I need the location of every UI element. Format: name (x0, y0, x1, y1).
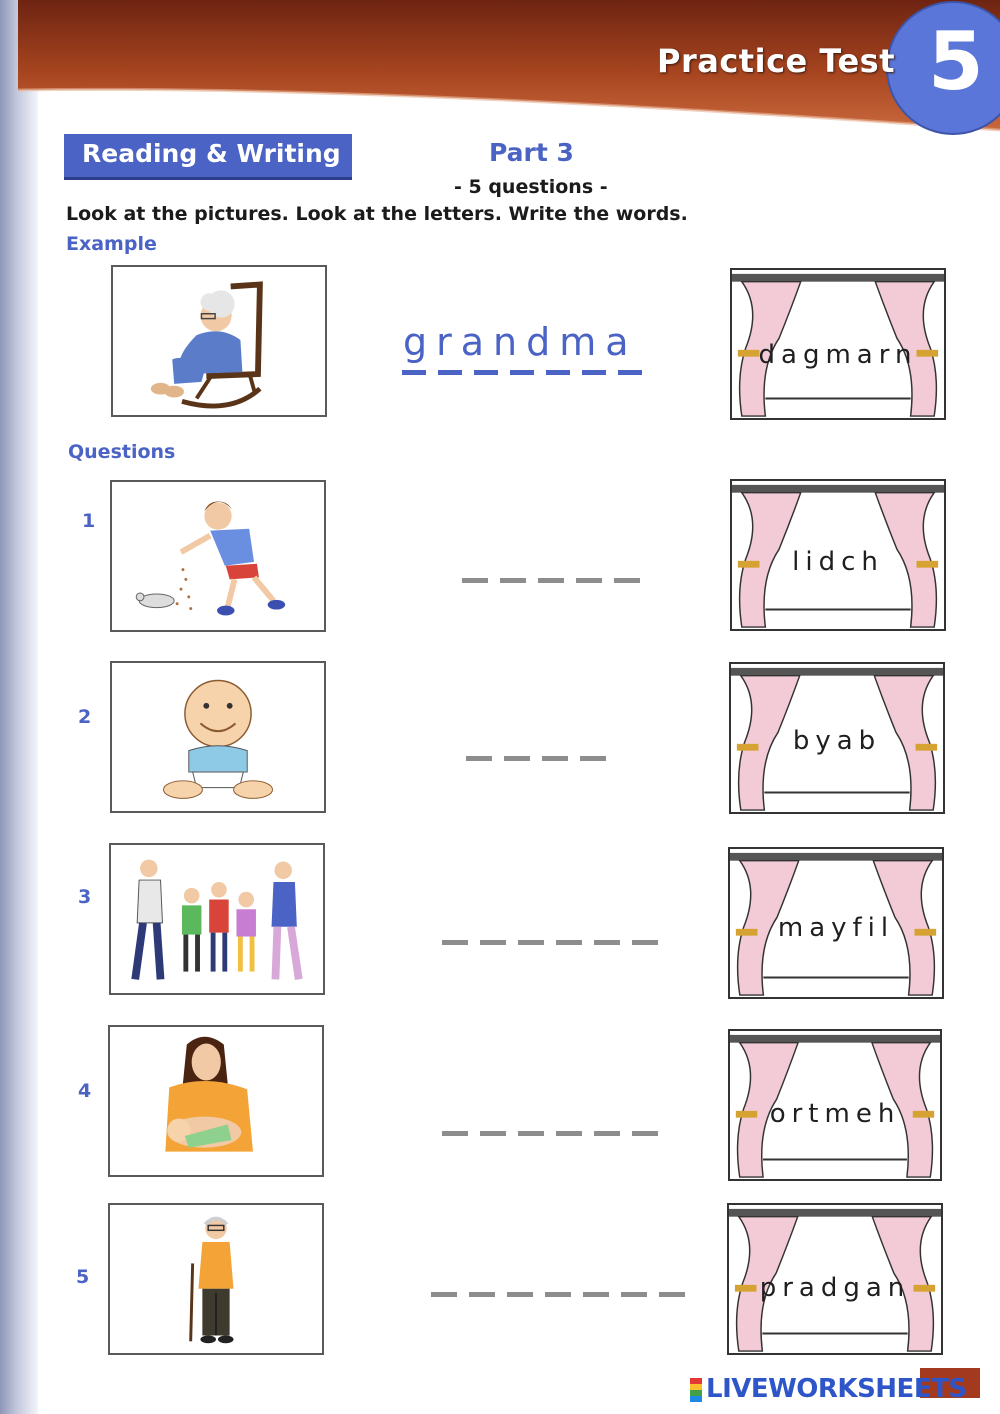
blank (583, 1292, 609, 1297)
blank (442, 1131, 468, 1136)
blank (442, 940, 468, 945)
question-3-blanks[interactable] (442, 940, 658, 945)
page-title: Practice Test (657, 42, 895, 80)
section-label-box (64, 134, 352, 180)
blank (580, 756, 606, 761)
liveworksheets-logo (690, 1374, 967, 1404)
question-number: 4 (78, 1080, 92, 1102)
questions-heading: Questions (68, 441, 176, 463)
example-scramble-curtain (730, 268, 946, 420)
example-heading: Example (66, 233, 157, 255)
question-2-blanks[interactable] (466, 756, 606, 761)
instructions: Look at the pictures. Look at the letters. Write the words. (66, 203, 688, 225)
question-3-scramble-curtain (728, 847, 944, 999)
blank (500, 578, 526, 583)
question-number: 2 (78, 706, 92, 728)
question-3-picture (109, 843, 325, 995)
question-2-picture (110, 661, 326, 813)
blank (556, 940, 582, 945)
example-answer-blanks (402, 370, 642, 375)
blank (632, 1131, 658, 1136)
question-count: - 5 questions - (454, 176, 608, 198)
blank (632, 940, 658, 945)
question-1-scramble-curtain (730, 479, 946, 631)
blank (474, 370, 498, 375)
blank (438, 370, 462, 375)
family-illustration (111, 845, 323, 993)
scrambled-letters: ortmeh (769, 1099, 901, 1129)
scrambled-letters: mayfil (777, 913, 895, 943)
blank (659, 1292, 685, 1297)
blank (556, 1131, 582, 1136)
blank (510, 370, 534, 375)
question-5-picture (108, 1203, 324, 1355)
blank (518, 1131, 544, 1136)
blank (431, 1292, 457, 1297)
blank (538, 578, 564, 583)
question-4-picture (108, 1025, 324, 1177)
blank (618, 370, 642, 375)
blank (480, 1131, 506, 1136)
question-1-picture (110, 480, 326, 632)
mother-with-baby-illustration (110, 1027, 322, 1175)
blank (462, 578, 488, 583)
scrambled-letters: byab (792, 726, 882, 756)
baby-illustration (112, 663, 324, 811)
blank (621, 1292, 647, 1297)
grandpa-illustration (110, 1205, 322, 1353)
question-number: 5 (76, 1266, 90, 1288)
boy-feeding-bird-illustration (112, 482, 324, 630)
blank (594, 1131, 620, 1136)
part-heading: Part 3 (489, 138, 574, 167)
question-number: 1 (82, 510, 96, 532)
blank (504, 756, 530, 761)
question-5-blanks[interactable] (431, 1292, 685, 1297)
question-2-scramble-curtain (729, 662, 945, 814)
blank (402, 370, 426, 375)
question-5-scramble-curtain (727, 1203, 943, 1355)
question-1-blanks[interactable] (462, 578, 640, 583)
example-picture (111, 265, 327, 417)
blank (466, 756, 492, 761)
blank (576, 578, 602, 583)
blank (545, 1292, 571, 1297)
section-label: Reading & Writing (82, 139, 341, 168)
blank (469, 1292, 495, 1297)
blank (518, 940, 544, 945)
question-number: 3 (78, 886, 92, 908)
logo-text: LIVEWORKSHEETS (706, 1374, 967, 1404)
blank (546, 370, 570, 375)
page-binding-shadow (0, 0, 38, 1414)
question-4-blanks[interactable] (442, 1131, 658, 1136)
blank (507, 1292, 533, 1297)
scrambled-letters: lidch (792, 547, 884, 577)
grandma-illustration (113, 267, 325, 415)
blank (594, 940, 620, 945)
test-number: 5 (928, 15, 984, 108)
scrambled-letters: dagmarn (758, 340, 918, 370)
logo-icon (690, 1378, 702, 1402)
blank (582, 370, 606, 375)
question-4-scramble-curtain (728, 1029, 942, 1181)
scrambled-letters: pradgan (759, 1273, 911, 1303)
blank (480, 940, 506, 945)
example-answer: grandma (403, 320, 638, 364)
blank (614, 578, 640, 583)
blank (542, 756, 568, 761)
